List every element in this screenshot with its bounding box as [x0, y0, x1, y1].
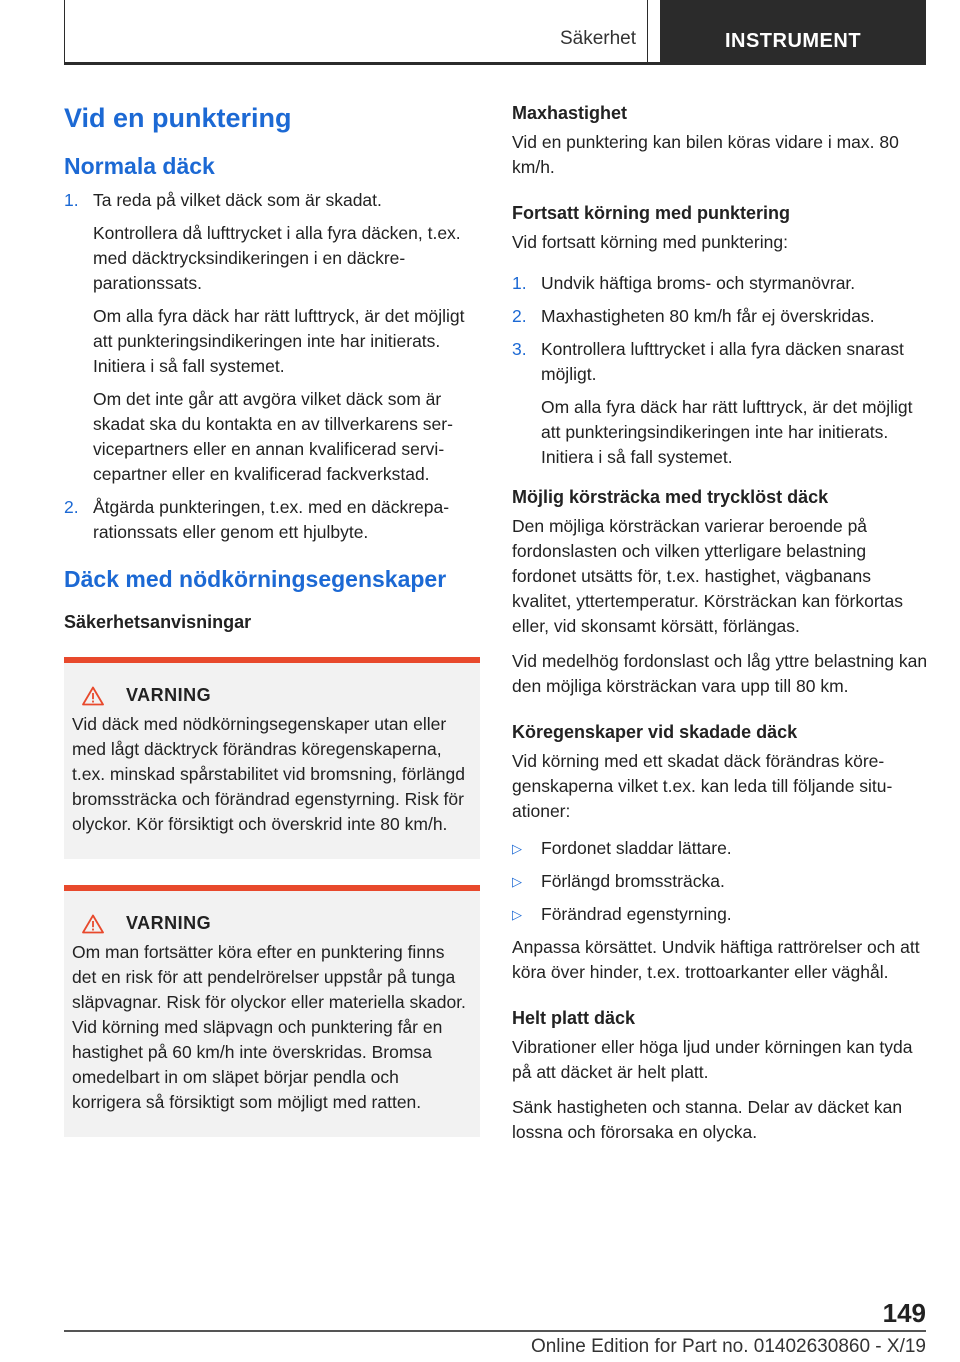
range-text-2: Vid medelhög fordonslast och låg yttre belastning kan den möjliga körsträckan vara upp till 80 km. — [512, 651, 928, 696]
warning-text: Om man fortsätter köra efter en punktering finns det en risk för att pendelrörelser uppstår på tunga släpvagnar. Risk för olyckor eller materiella skador. Vid körning med släpvagn och punktering får en hastighet på 60 km/h inte överskridas. Bromsa omedelbart in om släpet börjar pendla och korrigera så försiktigt som möjligt med ratten. — [72, 942, 466, 1112]
warning-title: VARNING — [126, 685, 212, 705]
handling-intro: Vid körning med ett skadat däck förändras köregenskaperna vilket t.ex. kan leda till följande situationer: — [512, 751, 893, 821]
flat-text-1: Vibrationer eller höga ljud under körningen kan tyda på att däcket är helt platt. — [512, 1037, 913, 1082]
list-item: ▷ Fordonet sladdar lättare. — [512, 836, 930, 861]
normal-tires-steps — [64, 188, 480, 545]
heading-maxspeed: Maxhastighet — [512, 103, 628, 123]
footer-rule — [64, 1330, 926, 1332]
list-item — [512, 271, 930, 296]
list-item: ▷ Förlängd bromssträcka. — [512, 869, 930, 894]
handling-bullets — [512, 836, 930, 927]
flat-text-2: Sänk hastigheten och stanna. Delar av däcket kan lossna och förorsaka en olycka. — [512, 1097, 903, 1142]
list-text: Ta reda på vilket däck som är skadat. — [93, 190, 382, 210]
safety-heading: Säkerhetsanvisningar — [64, 612, 252, 632]
list-number: 1. — [64, 190, 79, 210]
list-number: 2. — [512, 306, 527, 326]
page-title: Vid en punktering — [64, 103, 292, 133]
section-heading-runflat: Däck med nödkörningsegenskaper — [64, 566, 447, 592]
bullet-triangle-icon: ▷ — [512, 907, 522, 922]
page-number: 149 — [882, 1298, 926, 1328]
list-item — [64, 188, 480, 487]
warning-box-2 — [64, 885, 480, 1137]
list-text: Kontrollera lufttrycket i alla fyra däcken snarast möjligt. — [541, 339, 904, 384]
continued-intro: Vid fortsatt körning med punktering: — [512, 232, 788, 252]
heading-handling: Köregenskaper vid skadade däck — [512, 722, 798, 742]
warning-title: VARNING — [126, 913, 212, 933]
list-text: Maxhastigheten 80 km/h får ej överskridas. — [541, 306, 875, 326]
list-number: 2. — [64, 497, 79, 517]
maxspeed-text: Vid en punktering kan bilen köras vidare i max. 80 km/h. — [512, 132, 899, 177]
continued-steps — [512, 271, 930, 470]
list-number: 3. — [512, 339, 527, 359]
list-item — [64, 495, 480, 545]
list-number: 1. — [512, 273, 527, 293]
list-subtext: Om alla fyra däck har rätt lufttryck, är det möjligt att punkteringsindikeringen inte har initierats. Initiera i så fall systemet. — [93, 306, 465, 376]
warning-triangle-icon — [82, 914, 104, 934]
warning-box-1 — [64, 657, 480, 859]
right-column — [512, 100, 930, 1155]
warning-text: Vid däck med nödkörningsegenskaper utan eller med lågt däcktryck förändras köregenskaperna, t.ex. minskad spårstabilitet vid bromsning, förlängd bromssträcka och förändrad egenstyrning. Risk för olyckor. Kör försiktigt och överskrid inte 80 km/h. — [72, 714, 465, 834]
handling-outro: Anpassa körsättet. Undvik häftiga rattrörelser och att köra över hinder, t.ex. trottoarkanter eller väghål. — [512, 937, 920, 982]
list-item — [512, 337, 930, 470]
section-heading-normal-tires: Normala däck — [64, 153, 215, 179]
bullet-triangle-icon: ▷ — [512, 874, 522, 889]
header-chapter-tab: INSTRUMENT — [660, 0, 926, 64]
heading-continued-driving: Fortsatt körning med punktering — [512, 203, 791, 223]
list-item: ▷ Förändrad egenstyrning. — [512, 902, 930, 927]
heading-range: Möjlig körsträcka med trycklöst däck — [512, 487, 829, 507]
list-text: Åtgärda punkteringen, t.ex. med en däckreparationssats eller genom ett hjulbyte. — [93, 497, 450, 542]
footer-edition: Online Edition for Part no. 01402630860 - X/19 — [530, 1336, 926, 1357]
list-subtext: Kontrollera då lufttrycket i alla fyra däcken, t.ex. med däcktrycksindikeringen i en däckreparationssats. — [93, 223, 461, 293]
list-item — [512, 304, 930, 329]
list-text: Undvik häftiga broms- och styrmanövrar. — [541, 273, 856, 293]
heading-flat-tire: Helt platt däck — [512, 1008, 636, 1028]
list-subtext: Om alla fyra däck har rätt lufttryck, är det möjligt att punkteringsindikeringen inte har initierats. Initiera i så fall systemet. — [541, 397, 913, 467]
list-subtext: Om det inte går att avgöra vilket däck som är skadat ska du kontakta en av tillverkarens servicepartners eller en annan kvalificerad servicepartner eller en kvalificerad fackverkstad. — [93, 389, 453, 484]
header-section-label: Säkerhet — [559, 28, 636, 49]
left-column — [64, 100, 480, 1151]
range-text-1: Den möjliga körsträckan varierar beroende på fordonslasten och vilken ytterligare belastning fordonet utsätts för, t.ex. hastighet, vägbanans kvalitet, yttertemperatur. Körsträckan kan förkortas eller, vid skonsamt körsätt, förlängas. — [512, 516, 903, 636]
bullet-triangle-icon: ▷ — [512, 841, 522, 856]
warning-triangle-icon — [82, 686, 104, 706]
